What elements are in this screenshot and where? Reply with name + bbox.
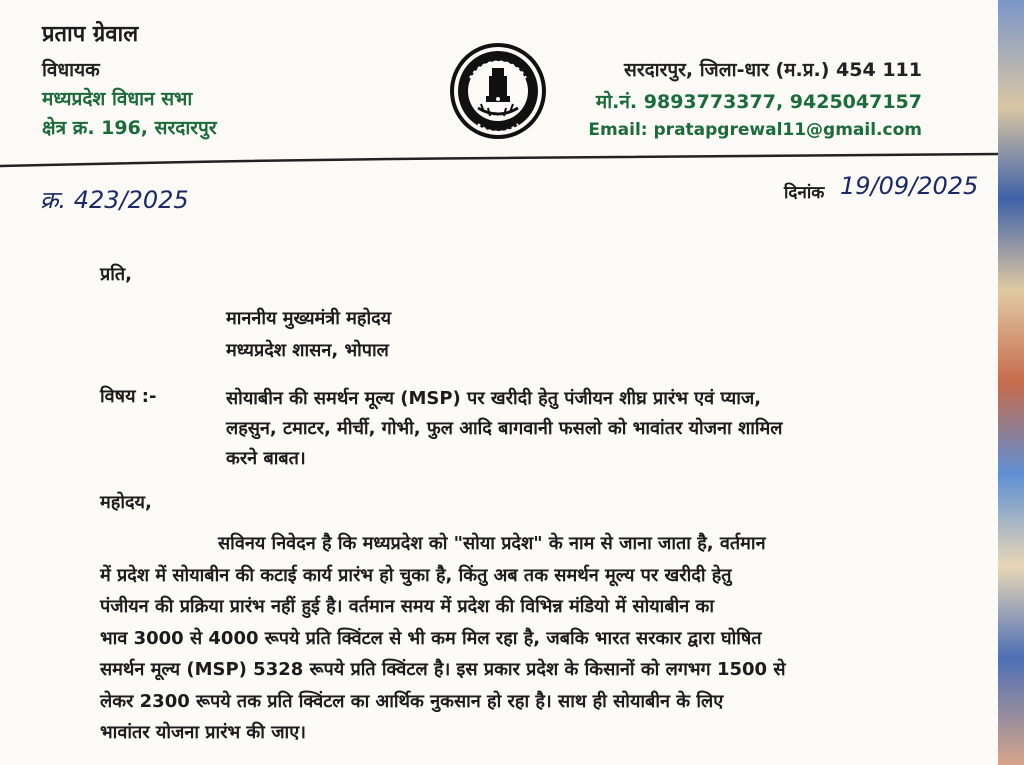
subject-label: विषय :- xyxy=(100,386,157,407)
address: सरदारपुर, जिला-धार (म.प्र.) 454 111 xyxy=(623,59,922,81)
body-line: सविनय निवेदन है कि मध्यप्रदेश को "सोया प्रदेश" के नाम से जाना जाता है, वर्तमान xyxy=(218,533,766,554)
body-line: समर्थन मूल्य (MSP) 5328 रूपये प्रति क्विंटल है। इस प्रकार प्रदेश के किसानों को लगभग 1500 से xyxy=(100,659,786,680)
assembly-name: मध्यप्रदेश विधान सभा xyxy=(42,88,193,110)
body-line: भाव 3000 से 4000 रूपये प्रति क्विंटल से भी कम मिल रहा है, जबकि भारत सरकार द्वारा घोषित xyxy=(100,627,762,649)
email: Email: pratapgrewal11@gmail.com xyxy=(588,120,922,140)
subject-line: लहसुन, टमाटर, मीर्ची, गोभी, फुल आदि बागवानी फसलो को भावांतर योजना शामिल xyxy=(226,418,783,439)
recipient-line-2: मध्यप्रदेश शासन, भोपाल xyxy=(226,340,389,361)
body-paragraph xyxy=(100,528,970,749)
body-line: लेकर 2300 रूपये तक प्रति क्विंटल का आर्थिक नुकसान हो रहा है। साथ ही सोयाबीन के लिए xyxy=(100,690,724,712)
subject-line: सोयाबीन की समर्थन मूल्य (MSP) पर खरीदी हेतु पंजीयन शीघ्र प्रारंभ एवं प्याज, xyxy=(226,388,762,409)
subject-text xyxy=(226,384,984,474)
subject-line: करने बाबत। xyxy=(226,448,306,469)
date-label: दिनांक xyxy=(784,183,825,203)
designation: विधायक xyxy=(42,59,100,81)
state-emblem-icon xyxy=(448,38,548,144)
date-value: 19/09/2025 xyxy=(840,172,979,200)
background-edge xyxy=(998,0,1024,765)
recipient-prefix: प्रति, xyxy=(100,264,133,285)
body-line: में प्रदेश में सोयाबीन की कटाई कार्य प्रारंभ हो चुका है, किंतु अब तक समर्थन मूल्य पर खरीदी हेतु xyxy=(100,564,732,586)
mla-name: प्रताप ग्रेवाल xyxy=(42,22,139,47)
mobile-numbers: मो.नं. 9893773377, 9425047157 xyxy=(595,91,922,113)
body-line: पंजीयन की प्रक्रिया प्रारंभ नहीं हुई है। वर्तमान समय में प्रदेश की विभिन्न मंडियो में सोयाबीन का xyxy=(100,596,715,617)
constituency: क्षेत्र क्र. 196, सरदारपुर xyxy=(42,117,217,139)
body-line: भावांतर योजना प्रारंभ की जाए। xyxy=(100,722,306,743)
letterhead-divider xyxy=(0,150,998,168)
reference-number: क्र. 423/2025 xyxy=(40,186,189,214)
recipient-line-1: माननीय मुख्यमंत्री महोदय xyxy=(226,308,392,329)
salutation: महोदय, xyxy=(100,492,152,513)
